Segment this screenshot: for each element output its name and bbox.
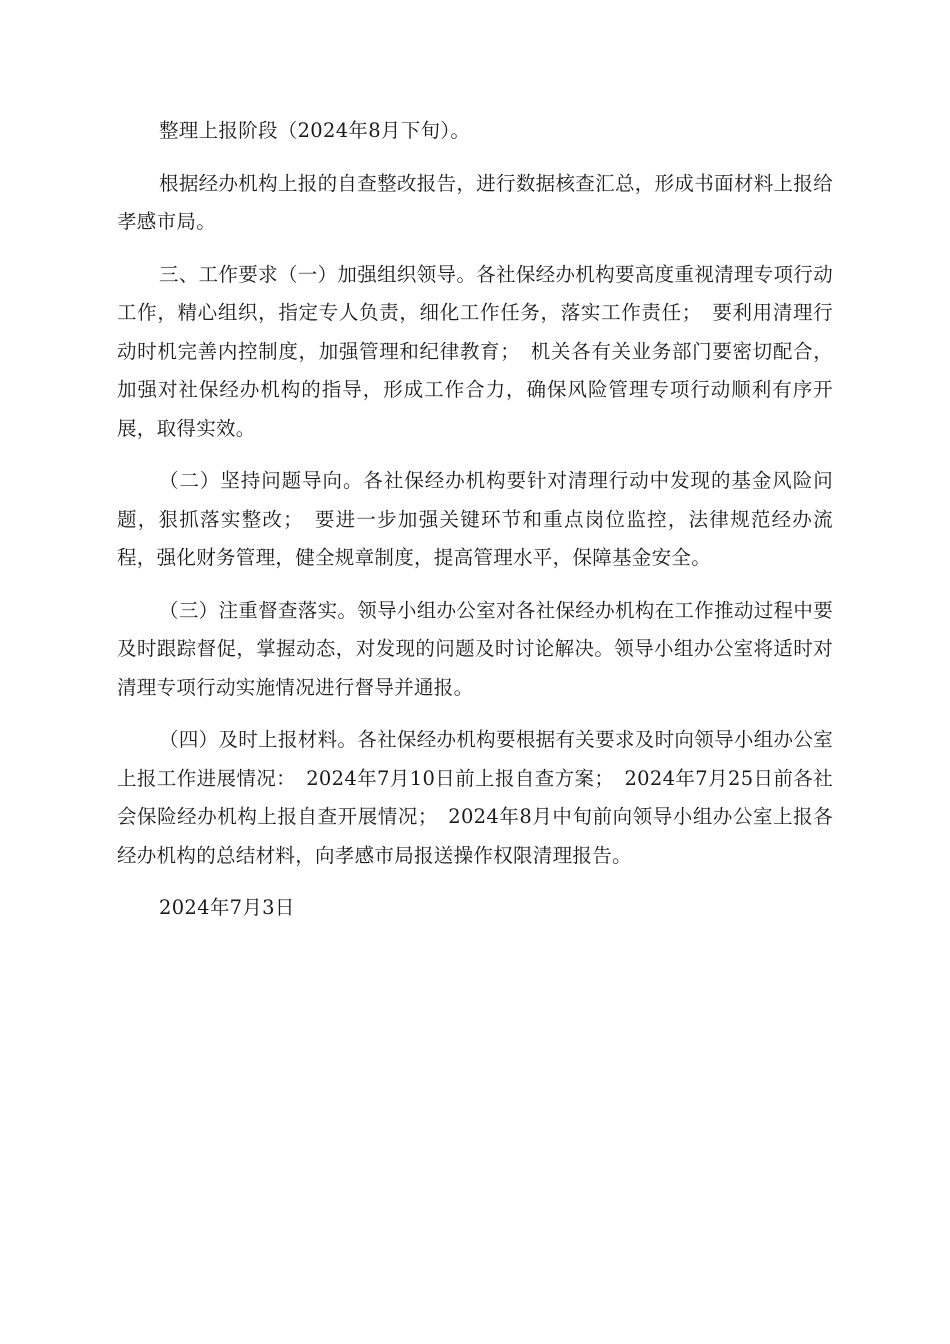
paragraph-stage-description: 根据经办机构上报的自查整改报告，进行数据核查汇总，形成书面材料上报给孝感市局。: [117, 171, 833, 233]
document-date: 2024年7月3日: [159, 896, 295, 919]
paragraph-requirements-reporting: （四）及时上报材料。各社保经办机构要根据有关要求及时向领导小组办公室上报工作进展情况： 2024年7月10日前上报自查方案； 2024年7月25日前各社会保险经办机构上报自查开展情况； 2024年8月中旬前向领导小组办公室上报各经办机构的总结材料，向孝感市局报送操作权限清理报告。: [117, 728, 833, 867]
paragraph-requirements-supervision: （三）注重督查落实。领导小组办公室对各社保经办机构在工作推动过程中要及时跟踪督促，掌握动态，对发现的问题及时讨论解决。领导小组办公室将适时对清理专项行动实施情况进行督导并通报。: [117, 598, 833, 699]
paragraph-requirements-problem-oriented: （二）坚持问题导向。各社保经办机构要针对清理行动中发现的基金风险问题，狠抓落实整改； 要进一步加强关键环节和重点岗位监控，法律规范经办流程，强化财务管理，健全规章制度，提高管理水平，保障基金安全。: [117, 469, 833, 569]
document-body: [117, 112, 833, 942]
paragraph-requirements-organization: 三、工作要求（一）加强组织领导。各社保经办机构要高度重视清理专项行动工作，精心组织，指定专人负责，细化工作任务，落实工作责任； 要利用清理行动时机完善内控制度，加强管理和纪律教育； 机关各有关业务部门要密切配合，加强对社保经办机构的指导，形成工作合力，确保风险管理专项行动顺利有序开展，取得实效。: [117, 262, 833, 440]
paragraph-stage-heading: 整理上报阶段（2024年8月下旬）。: [159, 119, 471, 142]
